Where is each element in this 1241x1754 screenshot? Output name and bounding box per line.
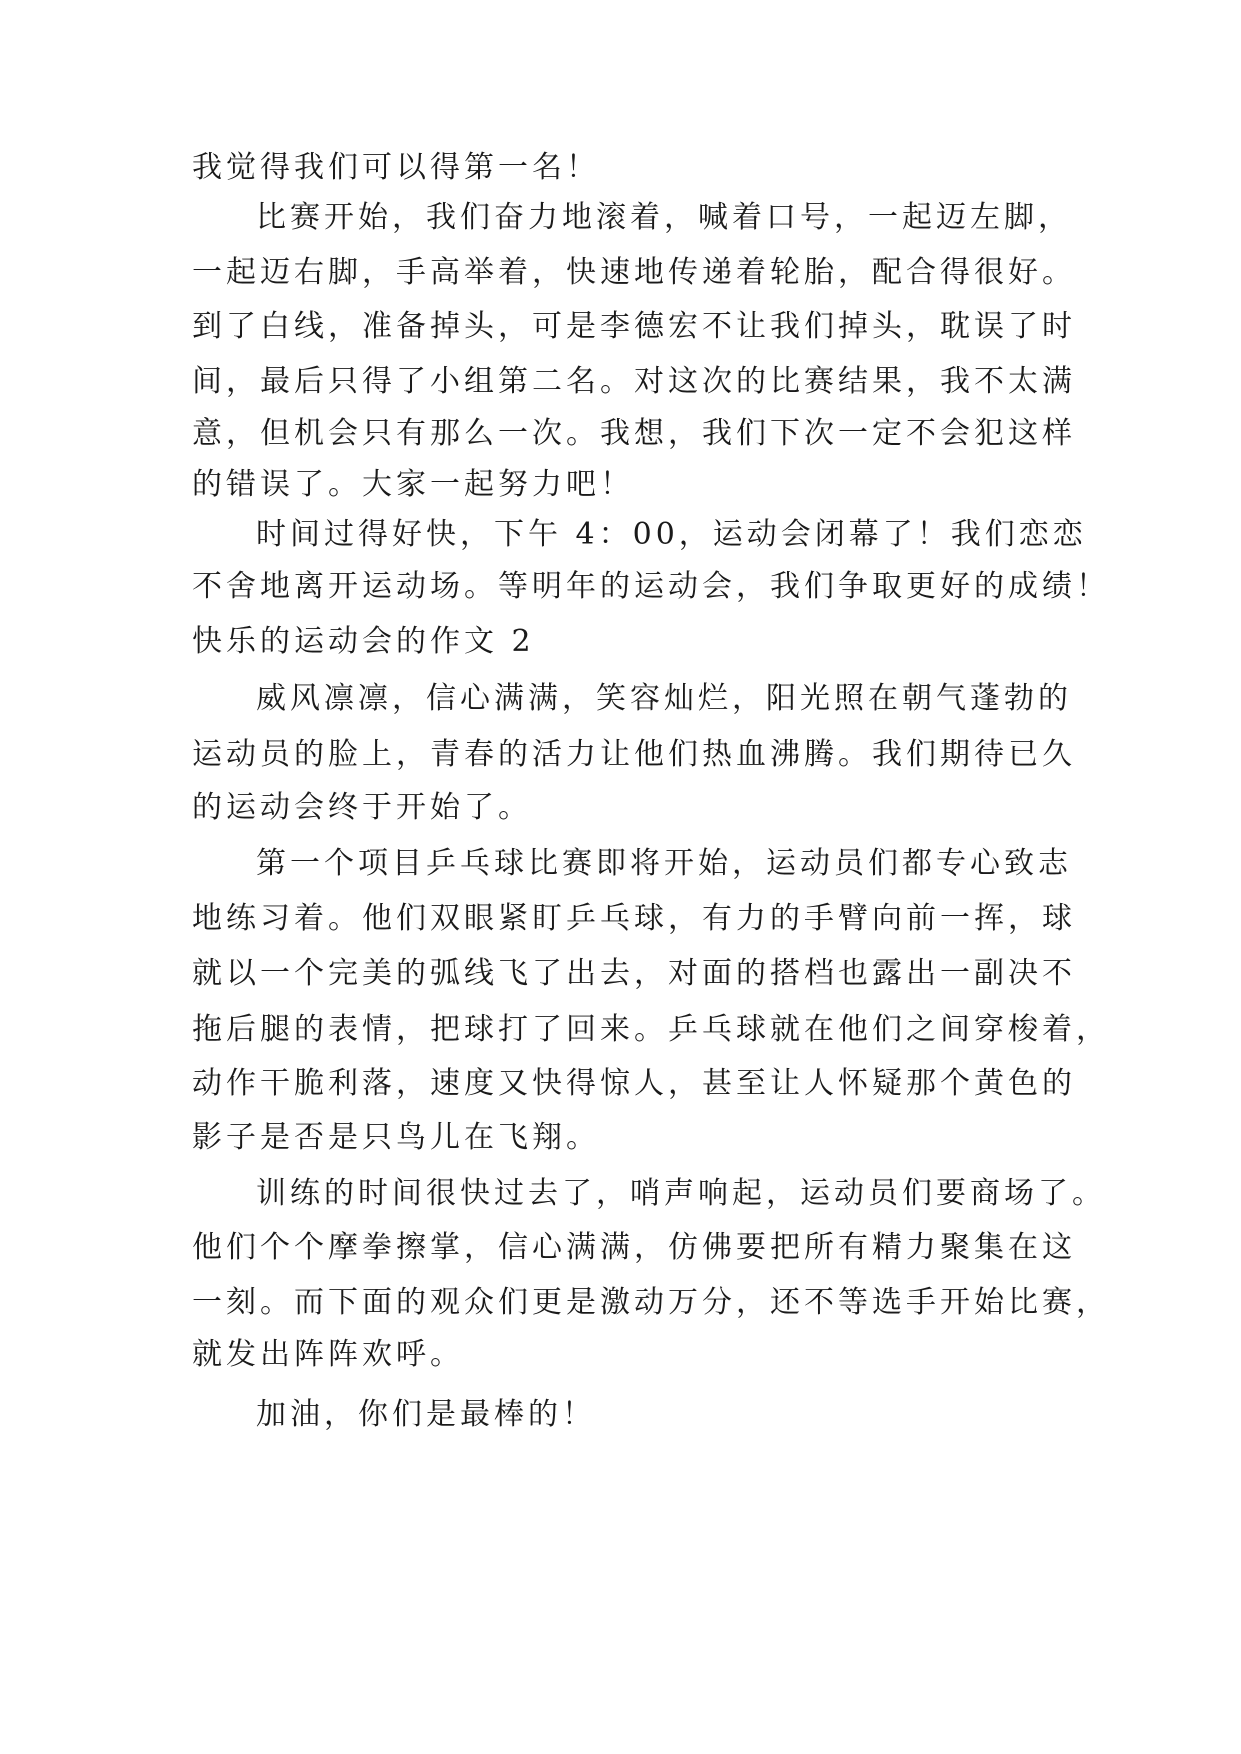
text-line: 到了白线，准备掉头，可是李德宏不让我们掉头，耽误了时	[192, 309, 1076, 344]
text-line: 间，最后只得了小组第二名。对这次的比赛结果，我不太满	[192, 364, 1076, 399]
text-line: 不舍地离开运动场。等明年的运动会，我们争取更好的成绩！	[192, 569, 1110, 604]
text-line: 就以一个完美的弧线飞了出去，对面的搭档也露出一副决不	[192, 956, 1076, 991]
paragraph-start: 比赛开始，我们奋力地滚着，喊着口号，一起迈左脚，	[256, 200, 1072, 235]
text-line: 的运动会终于开始了。	[192, 790, 532, 825]
text-line: 拖后腿的表情，把球打了回来。乒乓球就在他们之间穿梭着，	[192, 1012, 1110, 1047]
text-line: 一刻。而下面的观众们更是激动万分，还不等选手开始比赛，	[192, 1285, 1110, 1320]
paragraph-start: 威风凛凛，信心满满，笑容灿烂，阳光照在朝气蓬勃的	[256, 681, 1072, 716]
text-line: 影子是否是只鸟儿在飞翔。	[192, 1120, 600, 1155]
text-line: 我觉得我们可以得第一名！	[192, 150, 600, 185]
text-line: 他们个个摩拳擦掌，信心满满，仿佛要把所有精力聚集在这	[192, 1230, 1076, 1265]
text-line: 意，但机会只有那么一次。我想，我们下次一定不会犯这样	[192, 416, 1076, 451]
paragraph-start: 第一个项目乒乓球比赛即将开始，运动员们都专心致志	[256, 846, 1072, 881]
text-line: 动作干脆利落，速度又快得惊人，甚至让人怀疑那个黄色的	[192, 1066, 1076, 1101]
paragraph-start: 加油，你们是最棒的！	[256, 1397, 596, 1432]
text-line: 就发出阵阵欢呼。	[192, 1337, 464, 1372]
section-heading: 快乐的运动会的作文 2	[192, 624, 535, 659]
paragraph-start: 训练的时间很快过去了，哨声响起，运动员们要商场了。	[256, 1176, 1106, 1211]
paragraph-start: 时间过得好快，下午 4：00，运动会闭幕了！我们恋恋	[256, 517, 1087, 552]
text-line: 的错误了。大家一起努力吧！	[192, 467, 634, 502]
text-line: 地练习着。他们双眼紧盯乒乓球，有力的手臂向前一挥，球	[192, 901, 1076, 936]
text-line: 一起迈右脚，手高举着，快速地传递着轮胎，配合得很好。	[192, 255, 1076, 290]
text-line: 运动员的脸上，青春的活力让他们热血沸腾。我们期待已久	[192, 737, 1076, 772]
